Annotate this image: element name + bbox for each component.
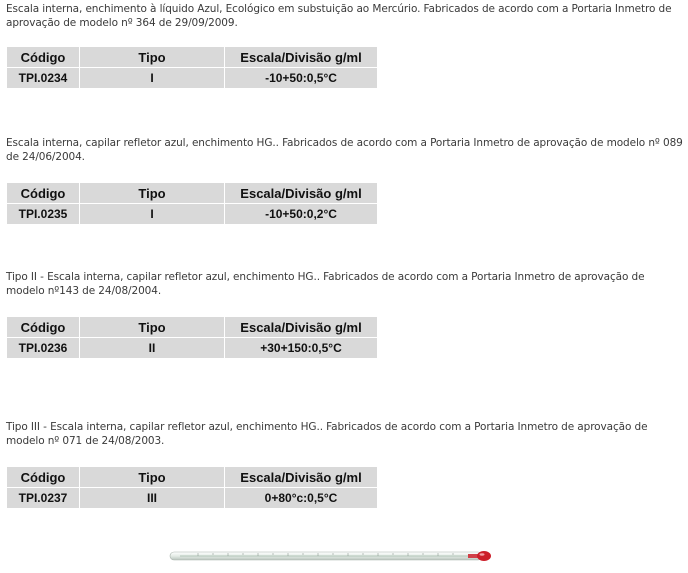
cell-escala: -10+50:0,2°C: [225, 204, 377, 224]
spec-table: [6, 316, 378, 359]
table-row: [7, 204, 377, 224]
header-tipo: Tipo: [80, 467, 224, 487]
product-section: [6, 420, 686, 505]
header-codigo: Código: [7, 47, 79, 67]
cell-tipo: I: [80, 68, 224, 88]
cell-tipo: I: [80, 204, 224, 224]
header-escala: Escala/Divisão g/ml: [225, 317, 377, 337]
header-tipo: Tipo: [80, 47, 224, 67]
product-description: Escala interna, capilar refletor azul, enchimento HG.. Fabricados de acordo com a Portaria Inmetro de aprovação de modelo nº 089 de 24/06/2004.: [6, 137, 683, 163]
cell-escala: 0+80°c:0,5°C: [225, 488, 377, 508]
spec-table: [6, 46, 378, 89]
product-section: [6, 270, 686, 355]
header-tipo: Tipo: [80, 183, 224, 203]
cell-escala: +30+150:0,5°C: [225, 338, 377, 358]
header-escala: Escala/Divisão g/ml: [225, 47, 377, 67]
product-description: Escala interna, enchimento à líquido Azul, Ecológico em substuição ao Mercúrio. Fabricados de acordo com a Portaria Inmetro de aprovação de modelo nº 364 de 29/09/2009.: [6, 3, 672, 29]
cell-codigo: TPI.0236: [7, 338, 79, 358]
header-tipo: Tipo: [80, 317, 224, 337]
cell-tipo: II: [80, 338, 224, 358]
cell-escala: -10+50:0,5°C: [225, 68, 377, 88]
thermometer-icon: [168, 548, 494, 564]
cell-codigo: TPI.0234: [7, 68, 79, 88]
header-codigo: Código: [7, 317, 79, 337]
cell-codigo: TPI.0235: [7, 204, 79, 224]
product-section: [6, 2, 686, 85]
spec-table: [6, 182, 378, 225]
table-row: [7, 488, 377, 508]
table-header-row: [7, 317, 377, 337]
spec-table: [6, 466, 378, 509]
product-description: Tipo II - Escala interna, capilar refletor azul, enchimento HG.. Fabricados de acordo com a Portaria Inmetro de aprovação de modelo nº143 de 24/08/2004.: [6, 271, 645, 297]
product-description: Tipo III - Escala interna, capilar refletor azul, enchimento HG.. Fabricados de acordo com a Portaria Inmetro de aprovação de modelo nº 071 de 24/08/2003.: [6, 421, 648, 447]
product-section: [6, 136, 686, 221]
header-escala: Escala/Divisão g/ml: [225, 467, 377, 487]
header-escala: Escala/Divisão g/ml: [225, 183, 377, 203]
header-codigo: Código: [7, 467, 79, 487]
cell-codigo: TPI.0237: [7, 488, 79, 508]
table-header-row: [7, 183, 377, 203]
table-header-row: [7, 467, 377, 487]
cell-tipo: III: [80, 488, 224, 508]
table-row: [7, 68, 377, 88]
table-header-row: [7, 47, 377, 67]
header-codigo: Código: [7, 183, 79, 203]
table-row: [7, 338, 377, 358]
